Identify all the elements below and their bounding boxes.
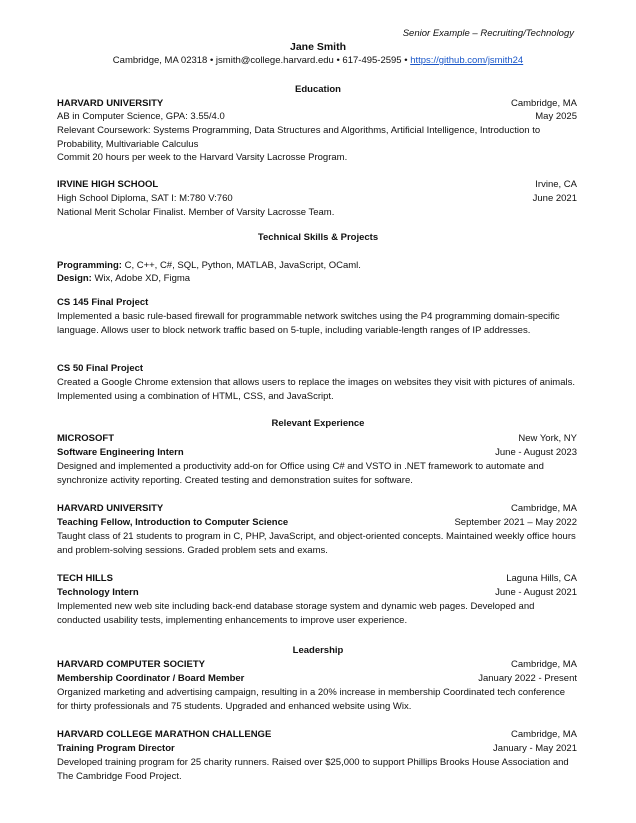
experience-role: Software Engineering Intern: [57, 447, 184, 458]
contact-text: Cambridge, MA 02318 • jsmith@college.harvard.edu • 617-495-2595 •: [112, 55, 411, 66]
experience-org: TECH HILLS: [57, 573, 113, 584]
experience-date: June - August 2021: [495, 587, 577, 598]
skills-design-label: Design:: [57, 273, 92, 284]
skills-design: [57, 272, 577, 286]
experience-location: Laguna Hills, CA: [506, 573, 577, 584]
experience-org-row: [57, 502, 577, 515]
education-org: HARVARD UNIVERSITY: [57, 98, 164, 109]
experience-org: MICROSOFT: [57, 433, 114, 444]
experience-role-row: [57, 516, 577, 529]
education-detail-row: [57, 192, 577, 205]
education-location: Irvine, CA: [535, 179, 577, 190]
leadership-location: Cambridge, MA: [511, 729, 577, 740]
experience-org: HARVARD UNIVERSITY: [57, 503, 164, 514]
experience-description: Taught class of 21 students to program in C, PHP, JavaScript, and object-oriented concepts. Maintained weekly office hours and problem-solving sessions. Graded problem sets and exams.: [57, 531, 576, 556]
github-link[interactable]: https://github.com/jsmith24: [410, 55, 524, 66]
leadership-description: Developed training program for 25 charity runners. Raised over $25,000 to support Phillips Brooks House Association and The Cambridge Food Project.: [57, 757, 569, 782]
leadership-org: HARVARD COMPUTER SOCIETY: [57, 659, 205, 670]
project-title: CS 50 Final Project: [57, 363, 144, 374]
education-activity: National Merit Scholar Finalist. Member of Varsity Lacrosse Team.: [57, 207, 335, 218]
section-heading-education: Education: [295, 84, 341, 95]
education-date: May 2025: [535, 111, 577, 122]
section-heading-skills: Technical Skills & Projects: [257, 232, 379, 243]
experience-role: Teaching Fellow, Introduction to Computer Science: [57, 517, 289, 528]
education-coursework: Relevant Coursework: Systems Programming, Data Structures and Algorithms, Artificial Intelligence, Introduction to Probability, Multivariable Calculus: [57, 125, 541, 150]
section-heading-leadership: Leadership: [292, 645, 344, 656]
education-detail-row: [57, 110, 577, 123]
document-tag: Senior Example – Recruiting/Technology: [402, 28, 574, 39]
education-org-row: [57, 97, 577, 110]
leadership-role: Membership Coordinator / Board Member: [57, 673, 245, 684]
experience-org-row: [57, 432, 577, 445]
leadership-date: January 2022 - Present: [478, 673, 577, 684]
skills-programming-label: Programming:: [57, 260, 122, 271]
experience-location: Cambridge, MA: [511, 503, 577, 514]
leadership-location: Cambridge, MA: [511, 659, 577, 670]
education-degree: High School Diploma, SAT I: M:780 V:760: [57, 193, 233, 204]
education-date: June 2021: [532, 193, 577, 204]
leadership-org: HARVARD COLLEGE MARATHON CHALLENGE: [57, 729, 272, 740]
experience-location: New York, NY: [518, 433, 577, 444]
contact-line: [0, 55, 636, 66]
candidate-name: Jane Smith: [289, 41, 347, 53]
project-description: Created a Google Chrome extension that allows users to replace the images on websites they visit with pictures of animals. Implemented using a combination of HTML, CSS, and JavaScript.: [57, 377, 576, 402]
leadership-org-row: [57, 728, 577, 741]
experience-role-row: [57, 586, 577, 599]
project-title: CS 145 Final Project: [57, 297, 149, 308]
education-org-row: [57, 178, 577, 191]
experience-role: Technology Intern: [57, 587, 139, 598]
skills-design-value: Wix, Adobe XD, Figma: [91, 273, 191, 284]
leadership-description: Organized marketing and advertising campaign, resulting in a 20% increase in membership Coordinated tech conference for thirty professionals and 75 students. Upgraded and enhanced website using Wix.: [57, 687, 566, 712]
education-degree: AB in Computer Science, GPA: 3.55/4.0: [57, 111, 225, 122]
experience-date: September 2021 – May 2022: [454, 517, 577, 528]
education-activity: Commit 20 hours per week to the Harvard Varsity Lacrosse Program.: [57, 152, 348, 163]
leadership-org-row: [57, 658, 577, 671]
project-description: Implemented a basic rule-based firewall for programmable network switches using the P4 programming domain-specific language. Allows user to block network traffic based on 5-tuple, including variable-length ranges of IP addresses.: [57, 311, 560, 336]
experience-org-row: [57, 572, 577, 585]
section-heading-experience: Relevant Experience: [271, 418, 365, 429]
leadership-role-row: [57, 742, 577, 755]
experience-date: June - August 2023: [495, 447, 577, 458]
leadership-role-row: [57, 672, 577, 685]
skills-programming: [57, 259, 577, 273]
education-org: IRVINE HIGH SCHOOL: [57, 179, 159, 190]
experience-role-row: [57, 446, 577, 459]
experience-description: Designed and implemented a productivity add-on for Office using C# and VSTO in .NET framework to automate and synchronize activity reporting. Created testing and demonstration suites for software.: [57, 461, 544, 486]
leadership-date: January - May 2021: [493, 743, 577, 754]
skills-programming-value: C, C++, C#, SQL, Python, MATLAB, JavaScript, OCaml.: [121, 260, 361, 271]
education-location: Cambridge, MA: [511, 98, 577, 109]
experience-description: Implemented new web site including back-end database storage system and dynamic web pages. Developed and conducted usability tests, implementing enhancements to improve user experience.: [57, 601, 535, 626]
leadership-role: Training Program Director: [57, 743, 175, 754]
